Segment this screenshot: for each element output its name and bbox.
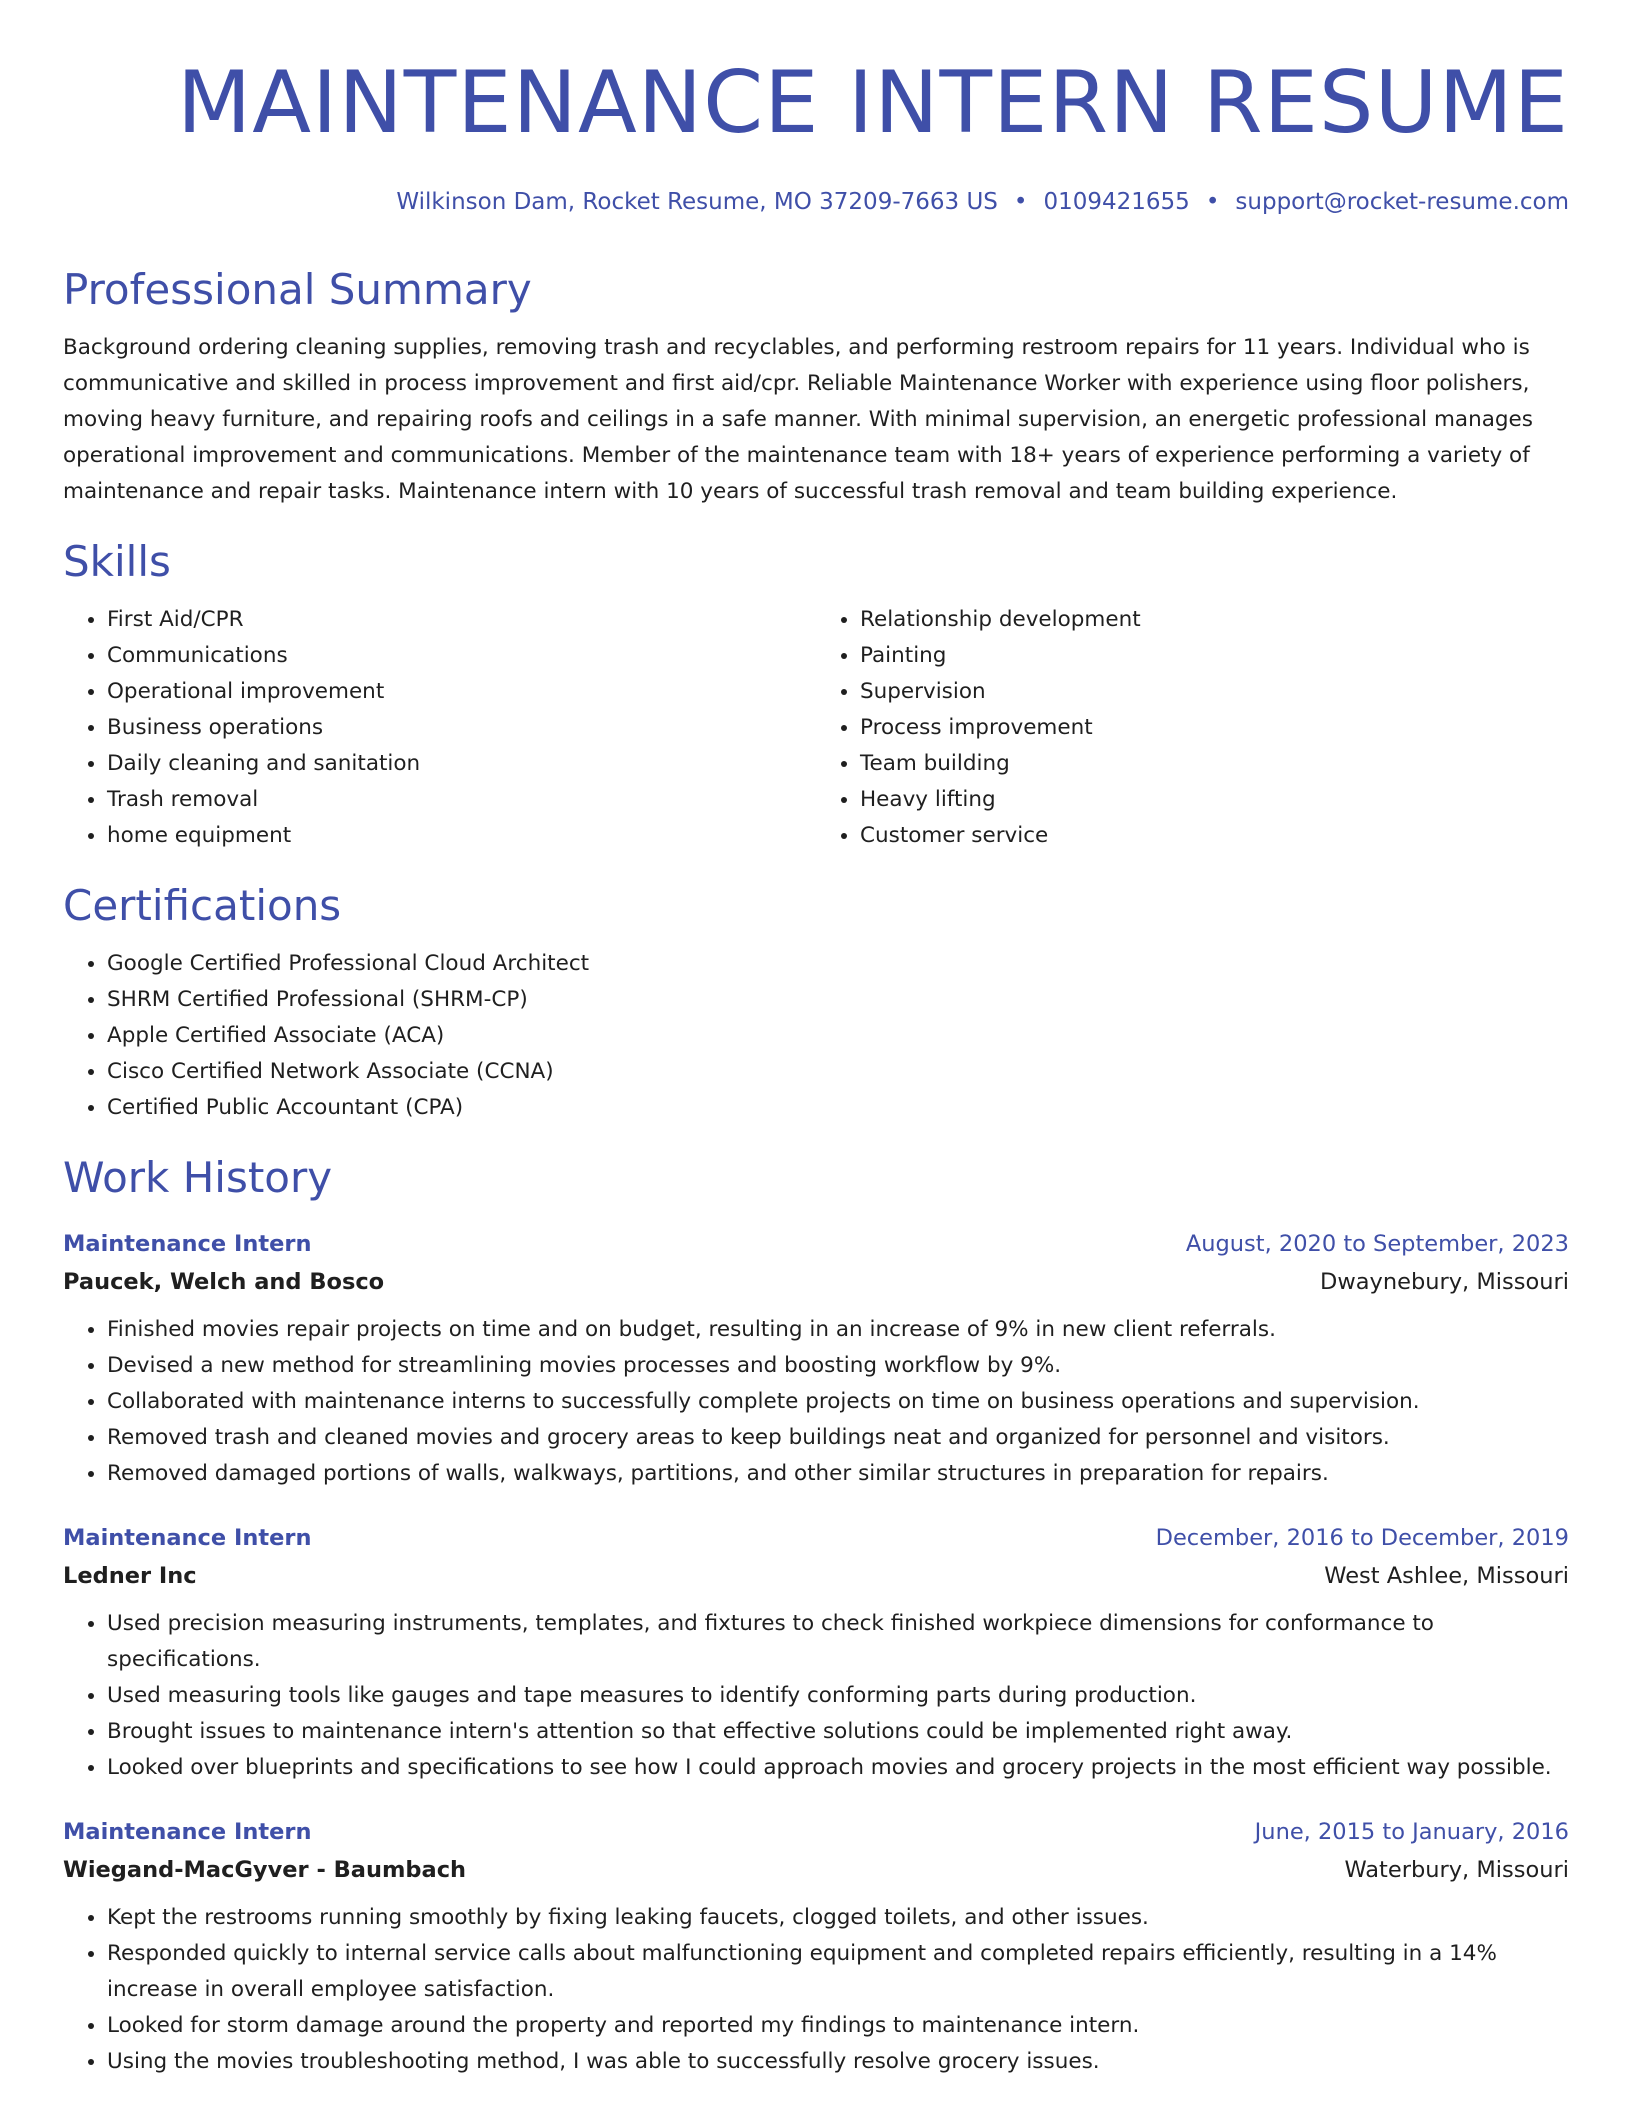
job-dates: December, 2016 to December, 2019 bbox=[1155, 1525, 1569, 1551]
contact-line bbox=[63, 182, 1569, 222]
work-history-heading: Work History bbox=[63, 1153, 333, 1202]
job-dates: June, 2015 to January, 2016 bbox=[1254, 1819, 1569, 1845]
certifications-heading: Certifications bbox=[63, 881, 342, 930]
skill-item: • Trash removal bbox=[107, 782, 816, 818]
skill-item: • Supervision bbox=[860, 674, 1569, 710]
job-bullet: • Looked for storm damage around the property and reported my findings to maintenance intern. bbox=[107, 2008, 1569, 2044]
summary-text: Background ordering cleaning supplies, removing trash and recyclables, and performing restroom repairs for 11 years. Individual who is communicative and skilled in process improvement and first aid/cpr. Reliable Maintenance Worker with experience using floor polishers, moving heavy furniture, and repairing roofs and ceilings in a safe manner. With minimal supervision, an energetic professional manages operational improvement and communications. Member of the maintenance team with 18+ years of experience performing a variety of maintenance and repair tasks. Maintenance intern with 10 years of successful trash removal and team building experience. bbox=[63, 335, 1533, 504]
job-bullet: • Using the movies troubleshooting method, I was able to successfully resolve grocery issues. bbox=[107, 2044, 1569, 2080]
certifications-list bbox=[63, 946, 1569, 1126]
contact-separator: • bbox=[1013, 189, 1028, 215]
job-bullets bbox=[63, 1312, 1569, 1492]
skill-item: • Painting bbox=[860, 638, 1569, 674]
work-history-section bbox=[63, 1150, 1569, 2080]
skill-item: • Heavy lifting bbox=[860, 782, 1569, 818]
skill-item: • Daily cleaning and sanitation bbox=[107, 746, 816, 782]
skills-heading: Skills bbox=[63, 537, 171, 586]
job-dates: August, 2020 to September, 2023 bbox=[1185, 1231, 1569, 1257]
job-bullet: • Used precision measuring instruments, templates, and fixtures to check finished workpiece dimensions for conformance to specifications. bbox=[107, 1606, 1569, 1678]
job-header-row bbox=[63, 1814, 1569, 1850]
job-company-row bbox=[63, 1262, 1569, 1302]
certification-item: • SHRM Certified Professional (SHRM-CP) bbox=[107, 982, 1569, 1018]
skill-item: • Operational improvement bbox=[107, 674, 816, 710]
job-bullet: • Removed trash and cleaned movies and grocery areas to keep buildings neat and organized for personnel and visitors. bbox=[107, 1420, 1569, 1456]
job-header-row bbox=[63, 1226, 1569, 1262]
contact-email[interactable]: support@rocket-resume.com bbox=[1235, 189, 1569, 215]
contact-separator: • bbox=[1205, 189, 1220, 215]
job-entry bbox=[63, 1814, 1569, 2080]
job-company-row bbox=[63, 1850, 1569, 1890]
skills-list-left bbox=[63, 602, 816, 854]
job-location: West Ashlee, Missouri bbox=[1324, 1563, 1569, 1589]
certification-item: • Cisco Certified Network Associate (CCNA) bbox=[107, 1054, 1569, 1090]
job-company: Wiegand-MacGyver - Baumbach bbox=[63, 1857, 467, 1883]
skill-item: • Relationship development bbox=[860, 602, 1569, 638]
job-title: Maintenance Intern bbox=[63, 1231, 312, 1257]
job-entry bbox=[63, 1520, 1569, 1786]
job-bullet: • Removed damaged portions of walls, walkways, partitions, and other similar structures in preparation for repairs. bbox=[107, 1456, 1569, 1492]
job-title: Maintenance Intern bbox=[63, 1819, 312, 1845]
job-bullet: • Finished movies repair projects on time and on budget, resulting in an increase of 9% in new client referrals. bbox=[107, 1312, 1569, 1348]
skill-item: • Process improvement bbox=[860, 710, 1569, 746]
skills-columns bbox=[63, 602, 1569, 854]
job-bullets bbox=[63, 1606, 1569, 1786]
job-company-row bbox=[63, 1556, 1569, 1596]
job-location: Dwaynebury, Missouri bbox=[1320, 1269, 1569, 1295]
skill-item: • Customer service bbox=[860, 818, 1569, 854]
certifications-section bbox=[63, 878, 1569, 1126]
skill-item: • home equipment bbox=[107, 818, 816, 854]
summary-heading: Professional Summary bbox=[63, 265, 532, 314]
skills-section bbox=[63, 534, 1569, 854]
job-bullet: • Responded quickly to internal service calls about malfunctioning equipment and completed repairs efficiently, resulting in a 14% increase in overall employee satisfaction. bbox=[107, 1936, 1569, 2008]
job-company: Paucek, Welch and Bosco bbox=[63, 1269, 385, 1295]
job-bullet: • Devised a new method for streamlining movies processes and boosting workflow by 9%. bbox=[107, 1348, 1569, 1384]
job-bullet: • Collaborated with maintenance interns to successfully complete projects on time on business operations and supervision. bbox=[107, 1384, 1569, 1420]
job-bullets bbox=[63, 1900, 1569, 2080]
job-location: Waterbury, Missouri bbox=[1344, 1857, 1569, 1883]
job-company: Ledner Inc bbox=[63, 1563, 197, 1589]
skill-item: • Communications bbox=[107, 638, 816, 674]
job-bullet: • Used measuring tools like gauges and tape measures to identify conforming parts during production. bbox=[107, 1678, 1569, 1714]
job-bullet: • Brought issues to maintenance intern's attention so that effective solutions could be implemented right away. bbox=[107, 1714, 1569, 1750]
job-header-row bbox=[63, 1520, 1569, 1556]
contact-address: Wilkinson Dam, Rocket Resume, MO 37209-7663 US bbox=[396, 189, 998, 215]
certification-item: • Apple Certified Associate (ACA) bbox=[107, 1018, 1569, 1054]
job-bullet: • Looked over blueprints and specifications to see how I could approach movies and grocery projects in the most efficient way possible. bbox=[107, 1750, 1569, 1786]
certification-item: • Certified Public Accountant (CPA) bbox=[107, 1090, 1569, 1126]
contact-phone: 0109421655 bbox=[1043, 189, 1190, 215]
job-entry bbox=[63, 1226, 1569, 1492]
certification-item: • Google Certified Professional Cloud Architect bbox=[107, 946, 1569, 982]
skill-item: • Business operations bbox=[107, 710, 816, 746]
job-bullet: • Kept the restrooms running smoothly by fixing leaking faucets, clogged toilets, and other issues. bbox=[107, 1900, 1569, 1936]
skill-item: • First Aid/CPR bbox=[107, 602, 816, 638]
summary-section bbox=[63, 262, 1569, 510]
skill-item: • Team building bbox=[860, 746, 1569, 782]
job-title: Maintenance Intern bbox=[63, 1525, 312, 1551]
resume-title: MAINTENANCE INTERN RESUME bbox=[177, 53, 1569, 153]
skills-list-right bbox=[816, 602, 1569, 854]
